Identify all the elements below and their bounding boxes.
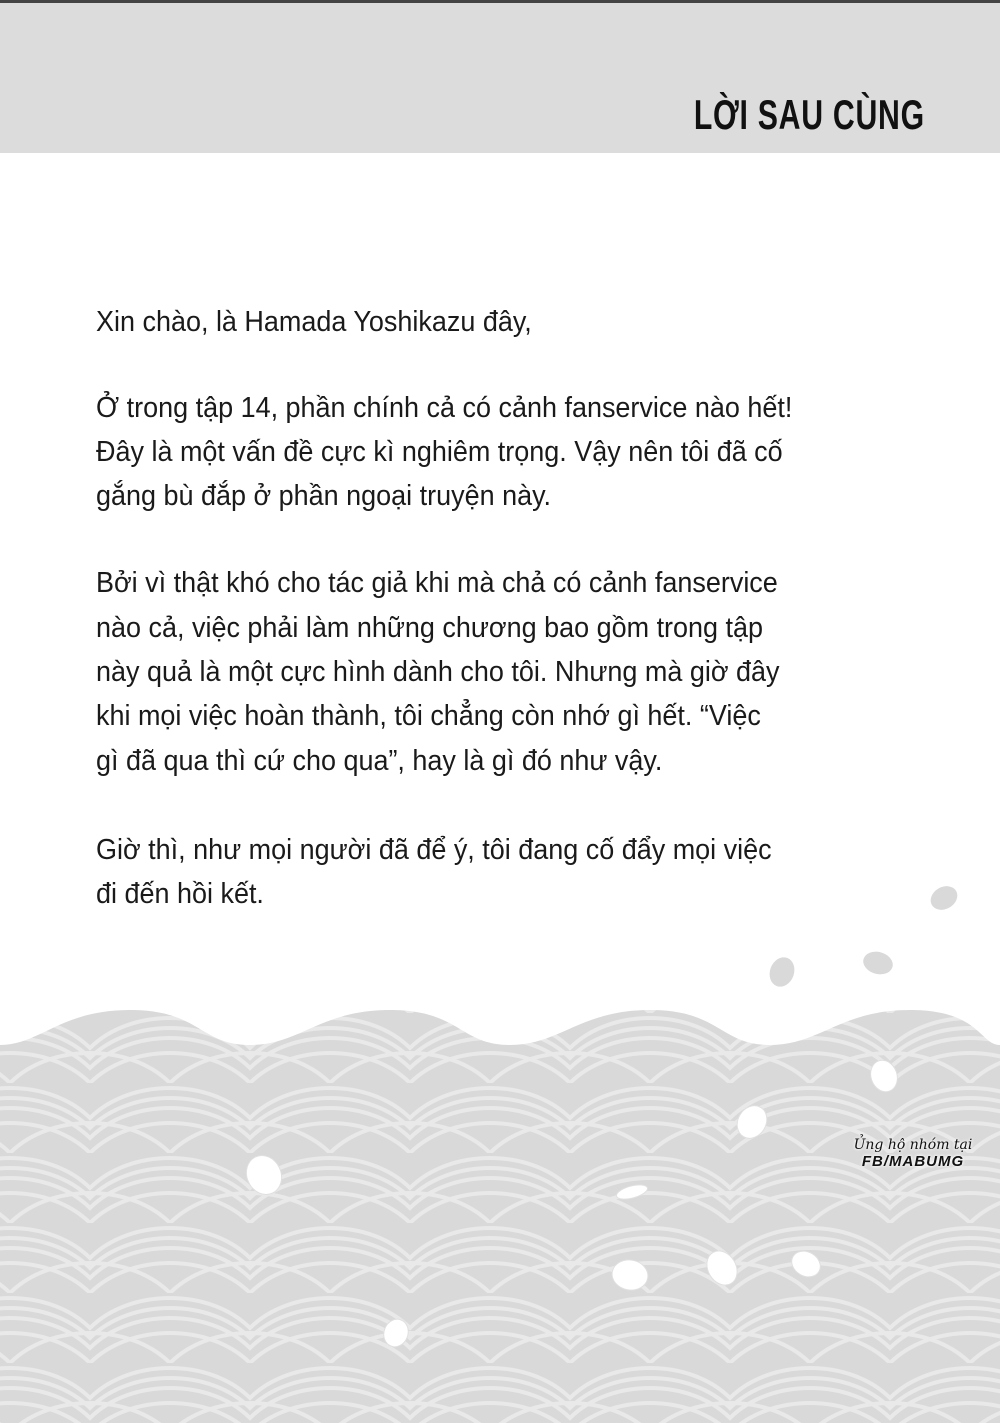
credit-line-1: Ủng hộ nhóm tại <box>853 1137 973 1153</box>
text-line: nào cả, việc phải làm những chương bao gồm trong tập <box>96 612 764 644</box>
wave-pattern <box>0 1005 1000 1423</box>
petal-icon <box>861 948 896 977</box>
text-line: Giờ thì, như mọi người đã để ý, tôi đang cố đẩy mọi việc <box>96 834 772 866</box>
credit-line-2: FB/MABUMG <box>861 1153 965 1170</box>
header-band <box>0 3 1000 153</box>
text-line: Bởi vì thật khó cho tác giả khi mà chả có cảnh fanservice <box>96 567 778 599</box>
text-line: Xin chào, là Hamada Yoshikazu đây, <box>96 306 532 338</box>
text-line: gắng bù đắp ở phần ngoại truyện này. <box>96 480 552 512</box>
group-credit <box>848 1137 978 1170</box>
petal-icon <box>926 881 961 914</box>
text-line: Đây là một vấn đề cực kì nghiêm trọng. Vậy nên tôi đã cố <box>96 436 783 468</box>
petal-icon <box>766 954 799 990</box>
text-line: khi mọi việc hoàn thành, tôi chẳng còn nhớ gì hết. “Việc <box>96 700 761 732</box>
text-line: gì đã qua thì cứ cho qua”, hay là gì đó như vậy. <box>96 745 663 777</box>
page-title: LỜI SAU CÙNG <box>694 91 925 138</box>
text-line: này quả là một cực hình dành cho tôi. Nhưng mà giờ đây <box>96 656 780 688</box>
text-line: đi đến hồi kết. <box>96 878 264 910</box>
text-line: Ở trong tập 14, phần chính cả có cảnh fanservice nào hết! <box>96 392 793 424</box>
